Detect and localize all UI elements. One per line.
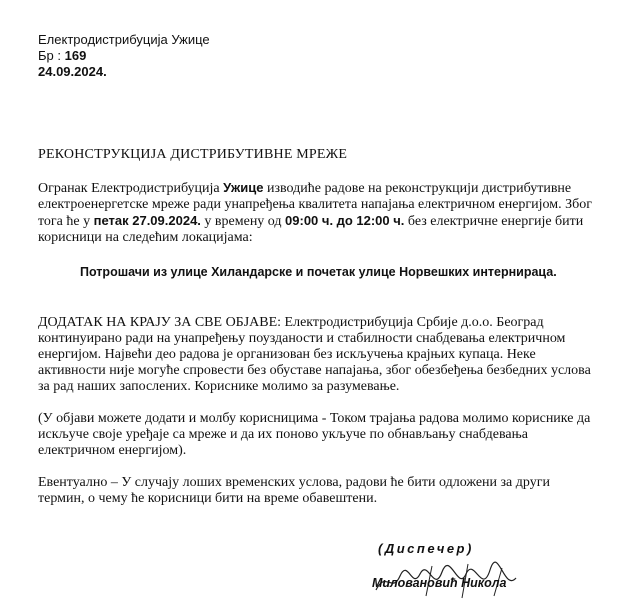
signer-name: Миловановић Никола [372, 576, 507, 590]
number-label: Бр : [38, 48, 61, 63]
notice-text-5: без електричне енергије бити корисници на следећим локацијама: [38, 214, 584, 245]
notice-city: Ужице [223, 180, 264, 195]
notice-time-to: до 12:00 ч. [336, 213, 405, 228]
notice-day: петак 27.09.2024. [93, 213, 201, 228]
date-value: 24.09.2024. [38, 64, 107, 79]
document-number [38, 48, 210, 64]
document-header [38, 32, 210, 80]
note-paragraph: (У објави можете додати и молбу корисницима - Током трајања радова молимо кориснике да искључе своје уређаје са мреже и да их поново укључе по обнављању снабдевања електричном енергијом). [38, 411, 591, 458]
weather-paragraph: Евентуално – У случају лоших временских услова, радови ће бити одложени за други термин, о чему ће корисници бити на време обавештени. [38, 475, 550, 506]
dispatcher-label: (Диспечер) [378, 541, 474, 556]
document-title: РЕКОНСТРУКЦИЈА ДИСТРИБУТИВНЕ МРЕЖЕ [38, 147, 348, 162]
document-date [38, 64, 210, 80]
addendum-paragraph: ДОДАТАК НА КРАЈУ ЗА СВЕ ОБЈАВЕ: Електродистрибуција Србије д.о.о. Београд континуирано ради на унапређењу поузданости и стабилности снабдевања електричном енергијом. Највећи део радова је организован без искључења крајњих купаца. Неке активности није могуће спровести без обуставе напајања, због обезбеђења безбедних услова за рад наших запослених. Кориснике молимо за разумевање. [38, 315, 591, 394]
notice-time-from: 09:00 ч. [285, 213, 334, 228]
notice-text-1: Огранак Електродистрибуција [38, 181, 224, 196]
locations-line: Потрошачи из улице Хиландарске и почетак улице Норвешких интернираца. [80, 265, 557, 279]
notice-text-3: у времену од [200, 214, 286, 229]
number-value: 169 [64, 48, 87, 63]
notice-text-2: изводиће радове на реконструкцији дистрибутивне електроенергетске мреже ради унапређења квалитета напајања електричном енергијом. Због тога ће у [38, 181, 592, 229]
notice-paragraph [38, 180, 598, 246]
org-name: Електродистрибуција Ужице [38, 32, 210, 47]
